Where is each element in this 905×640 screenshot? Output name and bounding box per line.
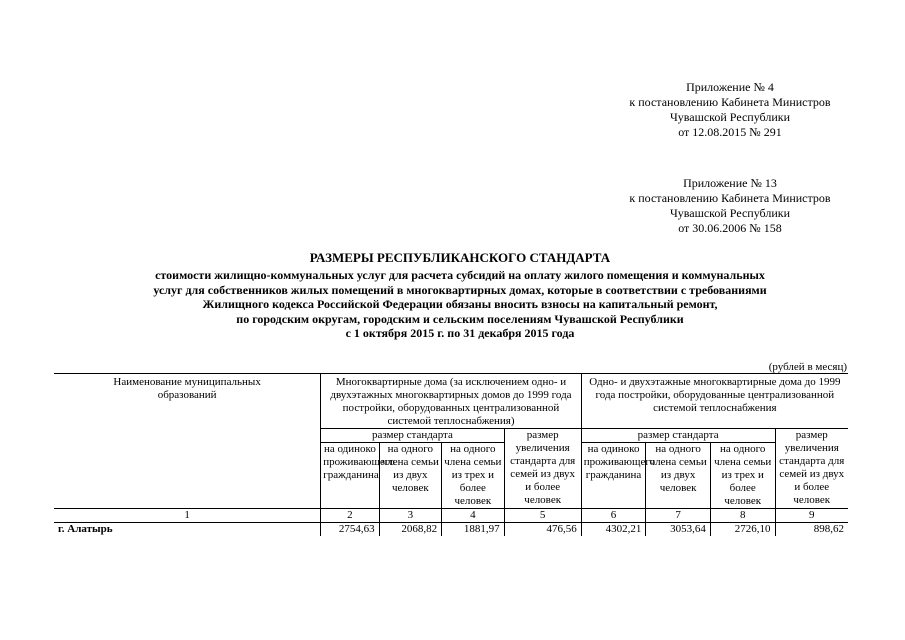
header-group-lowrise: Одно- и двухэтажные многоквартирные дома до 1999 года постройки, оборудованные централизованной системой теплоснабжения (581, 374, 848, 429)
header-three-b: на одного члена семьи из трех и более человек (710, 443, 775, 509)
col-number: 9 (775, 509, 848, 523)
appendix-header-current (610, 80, 850, 140)
col-number: 1 (54, 509, 321, 523)
appendix-republic: Чувашской Республики (669, 206, 791, 220)
row-value: 476,56 (504, 523, 581, 537)
header-increase-b: размер увеличения стандарта для семей из двух и более человек (775, 429, 848, 509)
header-three-a: на одного члена семьи из трех и более человек (442, 443, 505, 509)
col-number: 8 (710, 509, 775, 523)
subtitle-line: Жилищного кодекса Российской Федерации обязаны вносить взносы на капитальный ремонт, (202, 297, 718, 312)
appendix-date: от 30.06.2006 № 158 (678, 221, 782, 235)
col-number: 3 (379, 509, 442, 523)
row-value: 2726,10 (710, 523, 775, 537)
header-group-multistory: Многоквартирные дома (за исключением одно- и двухэтажных многоквартирных домов до 1999 года постройки, оборудованных централизованной системой теплоснабжения) (321, 374, 582, 429)
col-number: 7 (646, 509, 711, 523)
appendix-decree-ref: к постановлению Кабинета Министров (629, 95, 831, 109)
row-value: 898,62 (813, 523, 844, 535)
row-value: 1881,97 (442, 523, 505, 537)
document-subtitle (40, 268, 880, 341)
subtitle-line: стоимости жилищно-коммунальных услуг для расчета субсидий на оплату жилого помещения и коммунальных (155, 268, 765, 282)
appendix-decree-ref: к постановлению Кабинета Министров (629, 191, 831, 205)
row-municipality-name: г. Алатырь (54, 523, 321, 537)
header-standard-size-a: размер стандарта (321, 429, 504, 443)
subtitle-line: услуг для собственников жилых помещений в многоквартирных домах, которые в соответствии с требованиями (153, 282, 767, 297)
header-standard-size-b: размер стандарта (581, 429, 775, 443)
header-single-b: на одиноко проживающего гражданина (581, 443, 646, 509)
subtitle-line: с 1 октября 2015 г. по 31 декабря 2015 года (345, 326, 575, 341)
table-row (54, 523, 848, 537)
appendix-republic: Чувашской Республики (669, 110, 791, 124)
header-two-a: на одного члена семьи из двух человек (379, 443, 442, 509)
standards-table (54, 373, 848, 536)
appendix-number: Приложение № 13 (683, 176, 777, 190)
col-number: 6 (581, 509, 646, 523)
header-single-a: на одиноко проживающего гражданина (321, 443, 379, 509)
appendix-header-previous (610, 176, 850, 236)
row-value: 4302,21 (581, 523, 646, 537)
appendix-date: от 12.08.2015 № 291 (678, 125, 782, 139)
header-two-b: на одного члена семьи из двух человек (646, 443, 711, 509)
row-value: 3053,64 (646, 523, 711, 537)
col-number: 5 (504, 509, 581, 523)
unit-note: (рублей в месяц) (768, 361, 847, 373)
document-title: РАЗМЕРЫ РЕСПУБЛИКАНСКОГО СТАНДАРТА (309, 250, 611, 265)
col-number: 4 (442, 509, 505, 523)
col-number: 2 (321, 509, 379, 523)
row-value: 2754,63 (321, 523, 379, 537)
header-increase-a: размер увеличения стандарта для семей из двух и более человек (504, 429, 581, 509)
subtitle-line: по городским округам, городским и сельским поселениям Чувашской Республики (236, 311, 684, 326)
appendix-number: Приложение № 4 (686, 80, 774, 94)
row-value: 2068,82 (379, 523, 442, 537)
header-municipality: Наименование муниципальных образований (54, 374, 321, 509)
